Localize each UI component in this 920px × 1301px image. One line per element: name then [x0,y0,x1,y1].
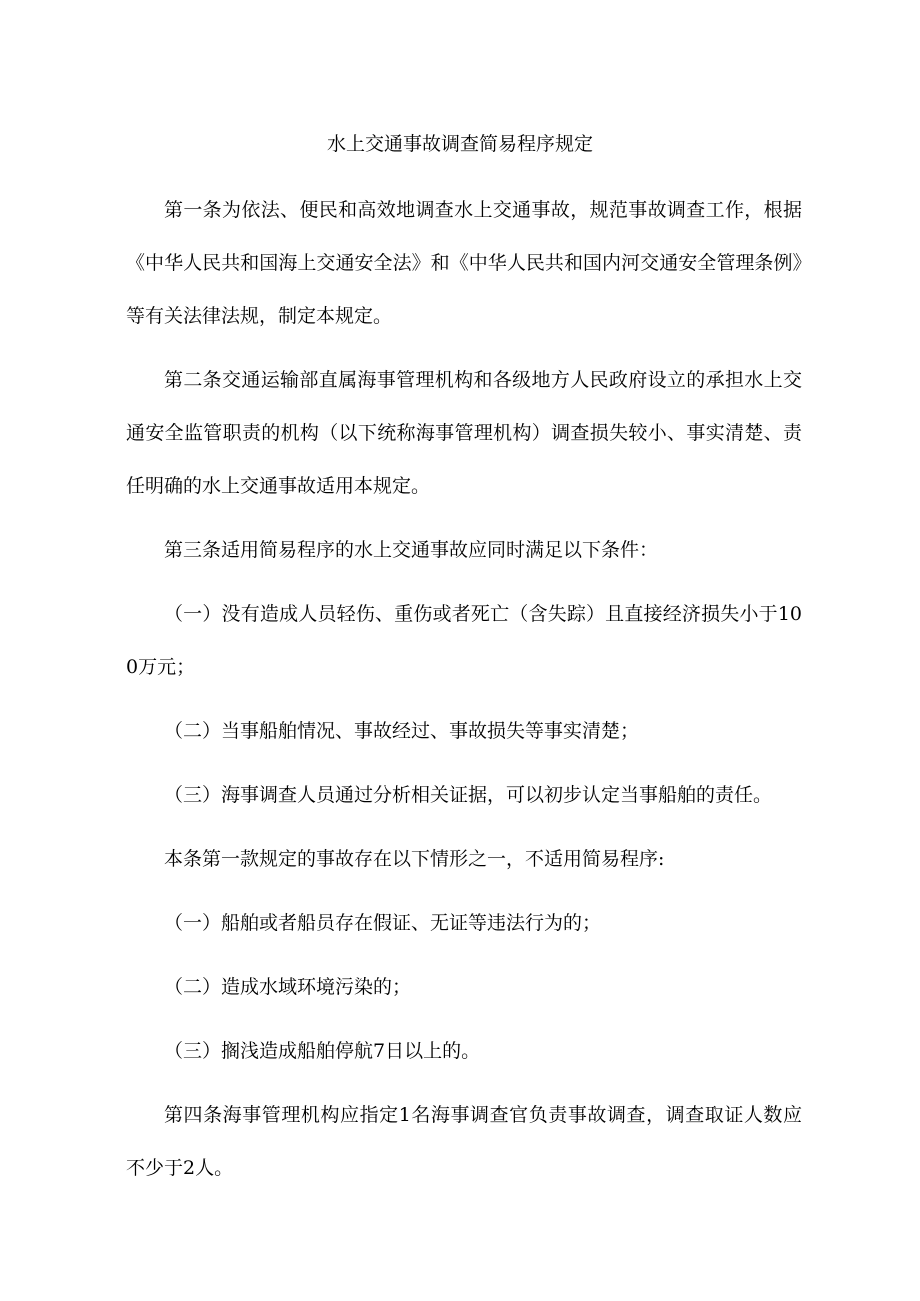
document-title: 水上交通事故调查简易程序规定 [326,133,593,155]
paragraph-article-2: 第二条交通运输部直属海事管理机构和各级地方人民政府设立的承担水上交通安全监管职责的机构（以下统称海事管理机构）调查损失较小、事实清楚、责任明确的水上交通事故适用本规定。 [126,369,802,497]
paragraph-article-3-item-3: （三）海事调查人员通过分析相关证据，可以初步认定当事船舶的责任。 [164,784,773,806]
document-body [126,184,802,1195]
paragraph-exclusion-item-3: （三）搁浅造成船舶停航7日以上的。 [164,1040,481,1062]
paragraph-article-4: 第四条海事管理机构应指定1名海事调查官负责事故调查，调查取证人数应不少于2人。 [126,1104,802,1179]
paragraph-article-1: 第一条为依法、便民和高效地调查水上交通事故，规范事故调查工作，根据《中华人民共和国海上交通安全法》和《中华人民共和国内河交通安全管理条例》等有关法律法规，制定本规定。 [126,199,802,327]
paragraph-article-3: 第三条适用简易程序的水上交通事故应同时满足以下条件： [164,539,659,561]
paragraph-article-3-item-2: （二）当事船舶情况、事故经过、事故损失等事实清楚； [164,720,640,742]
paragraph-article-3-item-1: （一）没有造成人员轻伤、重伤或者死亡（含失踪）且直接经济损失小于100万元； [126,603,802,678]
paragraph-exclusion-item-2: （二）造成水域环境污染的； [164,976,412,998]
paragraph-article-3-exclusions: 本条第一款规定的事故存在以下情形之一，不适用简易程序: [164,848,665,870]
paragraph-exclusion-item-1: （一）船舶或者船员存在假证、无证等违法行为的； [164,912,602,934]
